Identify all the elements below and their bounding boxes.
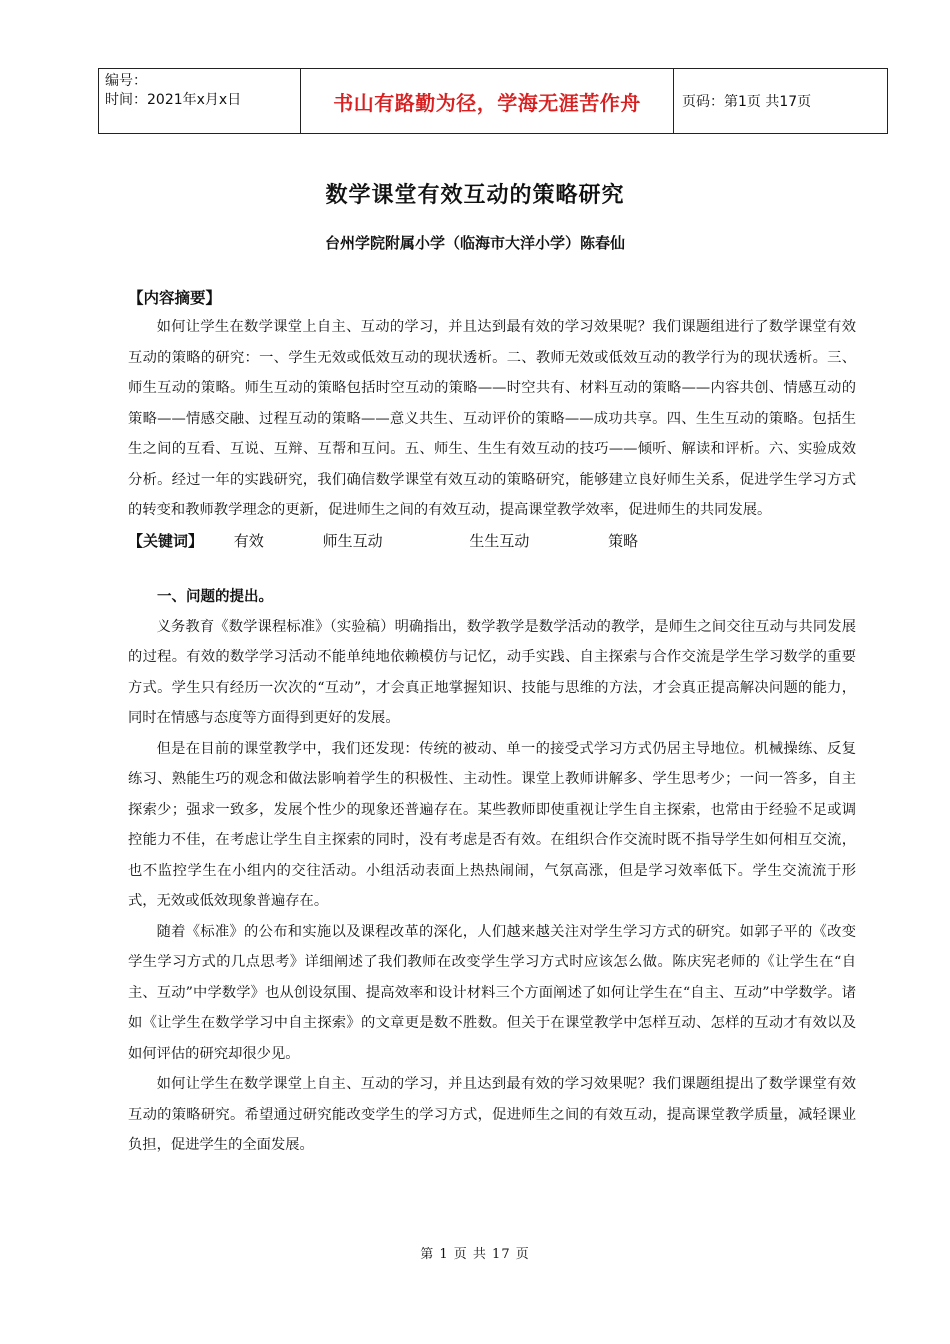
- header-meta-cell: [99, 69, 301, 133]
- keyword-item: 策略: [608, 531, 639, 550]
- header-motto: 书山有路勤为径，学海无涯苦作舟: [301, 69, 674, 133]
- header-table: [98, 68, 888, 134]
- body-paragraph: 如何让学生在数学课堂上自主、互动的学习，并且达到最有效的学习效果呢？我们课题组提出了数学课堂有效互动的策略研究。希望通过研究能改变学生的学习方式，促进师生之间的有效互动，提高课堂教学质量，减轻课业负担，促进学生的全面发展。: [128, 1076, 856, 1153]
- body-paragraph: 随着《标准》的公布和实施以及课程改革的深化，人们越来越关注对学生学习方式的研究。如郭子平的《改变学生学习方式的几点思考》详细阐述了我们教师在改变学生学习方式时应该怎么做。陈庆宪老师的《让学生在“自主、互动”中学数学》也从创设氛围、提高效率和设计材料三个方面阐述了如何让学生在“自主、互动”中学数学。诸如《让学生在数学学习中自主探索》的文章更是数不胜数。但关于在课堂教学中怎样互动、怎样的互动才有效以及如何评估的研究却很少见。: [128, 923, 856, 1062]
- body-paragraph: 义务教育《数学课程标准》（实验稿）明确指出，数学教学是数学活动的教学，是师生之间交往互动与共同发展的过程。有效的数学学习活动不能单纯地依赖模仿与记忆，动手实践、自主探索与合作交流是学生学习数学的重要方式。学生只有经历一次次的“互动”，才会真正地掌握知识、技能与思维的方法，才会真正提高解决问题的能力，同时在情感与态度等方面得到更好的发展。: [128, 618, 856, 726]
- body-paragraph: 但是在目前的课堂教学中，我们还发现：传统的被动、单一的接受式学习方式仍居主导地位。机械操练、反复练习、熟能生巧的观念和做法影响着学生的积极性、主动性。课堂上教师讲解多、学生思考少；一问一答多，自主探索少；强求一致多，发展个性少的现象还普遍存在。某些教师即使重视让学生自主探索，也常由于经验不足或调控能力不佳，在考虑让学生自主探索的同时，没有考虑是否有效。在组织合作交流时既不指导学生如何相互交流，也不监控学生在小组内的交往活动。小组活动表面上热热闹闹，气氛高涨，但是学习效率低下。学生交流流于形式，无效或低效现象普遍存在。: [128, 740, 856, 909]
- abstract-text: 如何让学生在数学课堂上自主、互动的学习，并且达到最有效的学习效果呢？我们课题组进行了数学课堂有效互动的策略的研究：一、学生无效或低效互动的现状透析。二、教师无效或低效互动的教学行为的现状透析。三、师生互动的策略。师生互动的策略包括时空互动的策略——时空共有、材料互动的策略——内容共创、情感互动的策略——情感交融、过程互动的策略——意义共生、互动评价的策略——成功共享。四、生生互动的策略。包括生生之间的互看、互说、互辩、互帮和互问。五、师生、生生有效互动的技巧——倾听、解读和评析。六、实验成效分析。经过一年的实践研究，我们确信数学课堂有效互动的策略研究，能够建立良好师生关系，促进学生学习方式的转变和教师教学理念的更新，促进师生之间的有效互动，提高课堂教学效率，促进师生的共同发展。: [128, 319, 856, 518]
- keyword-item: 师生互动: [322, 531, 383, 550]
- keyword-item: 有效: [233, 531, 264, 550]
- document-time-label: 时间：2021年x月x日: [105, 92, 242, 108]
- document-author: 台州学院附属小学（临海市大洋小学）陈春仙: [324, 234, 625, 252]
- keywords-label: 【关键词】: [128, 531, 204, 550]
- document-title: 数学课堂有效互动的策略研究: [325, 183, 625, 208]
- document-body: [128, 284, 856, 1161]
- header-page-label: 页码：第1页 共17页: [682, 94, 812, 110]
- document-number-label: 编号：: [105, 73, 147, 89]
- keywords-row: [128, 526, 856, 556]
- section-heading: 一、问题的提出。: [157, 588, 273, 605]
- keyword-item: 生生互动: [469, 531, 530, 550]
- abstract-heading: 【内容摘要】: [128, 289, 222, 307]
- page-footer: 第 1 页 共 17 页: [420, 1247, 530, 1262]
